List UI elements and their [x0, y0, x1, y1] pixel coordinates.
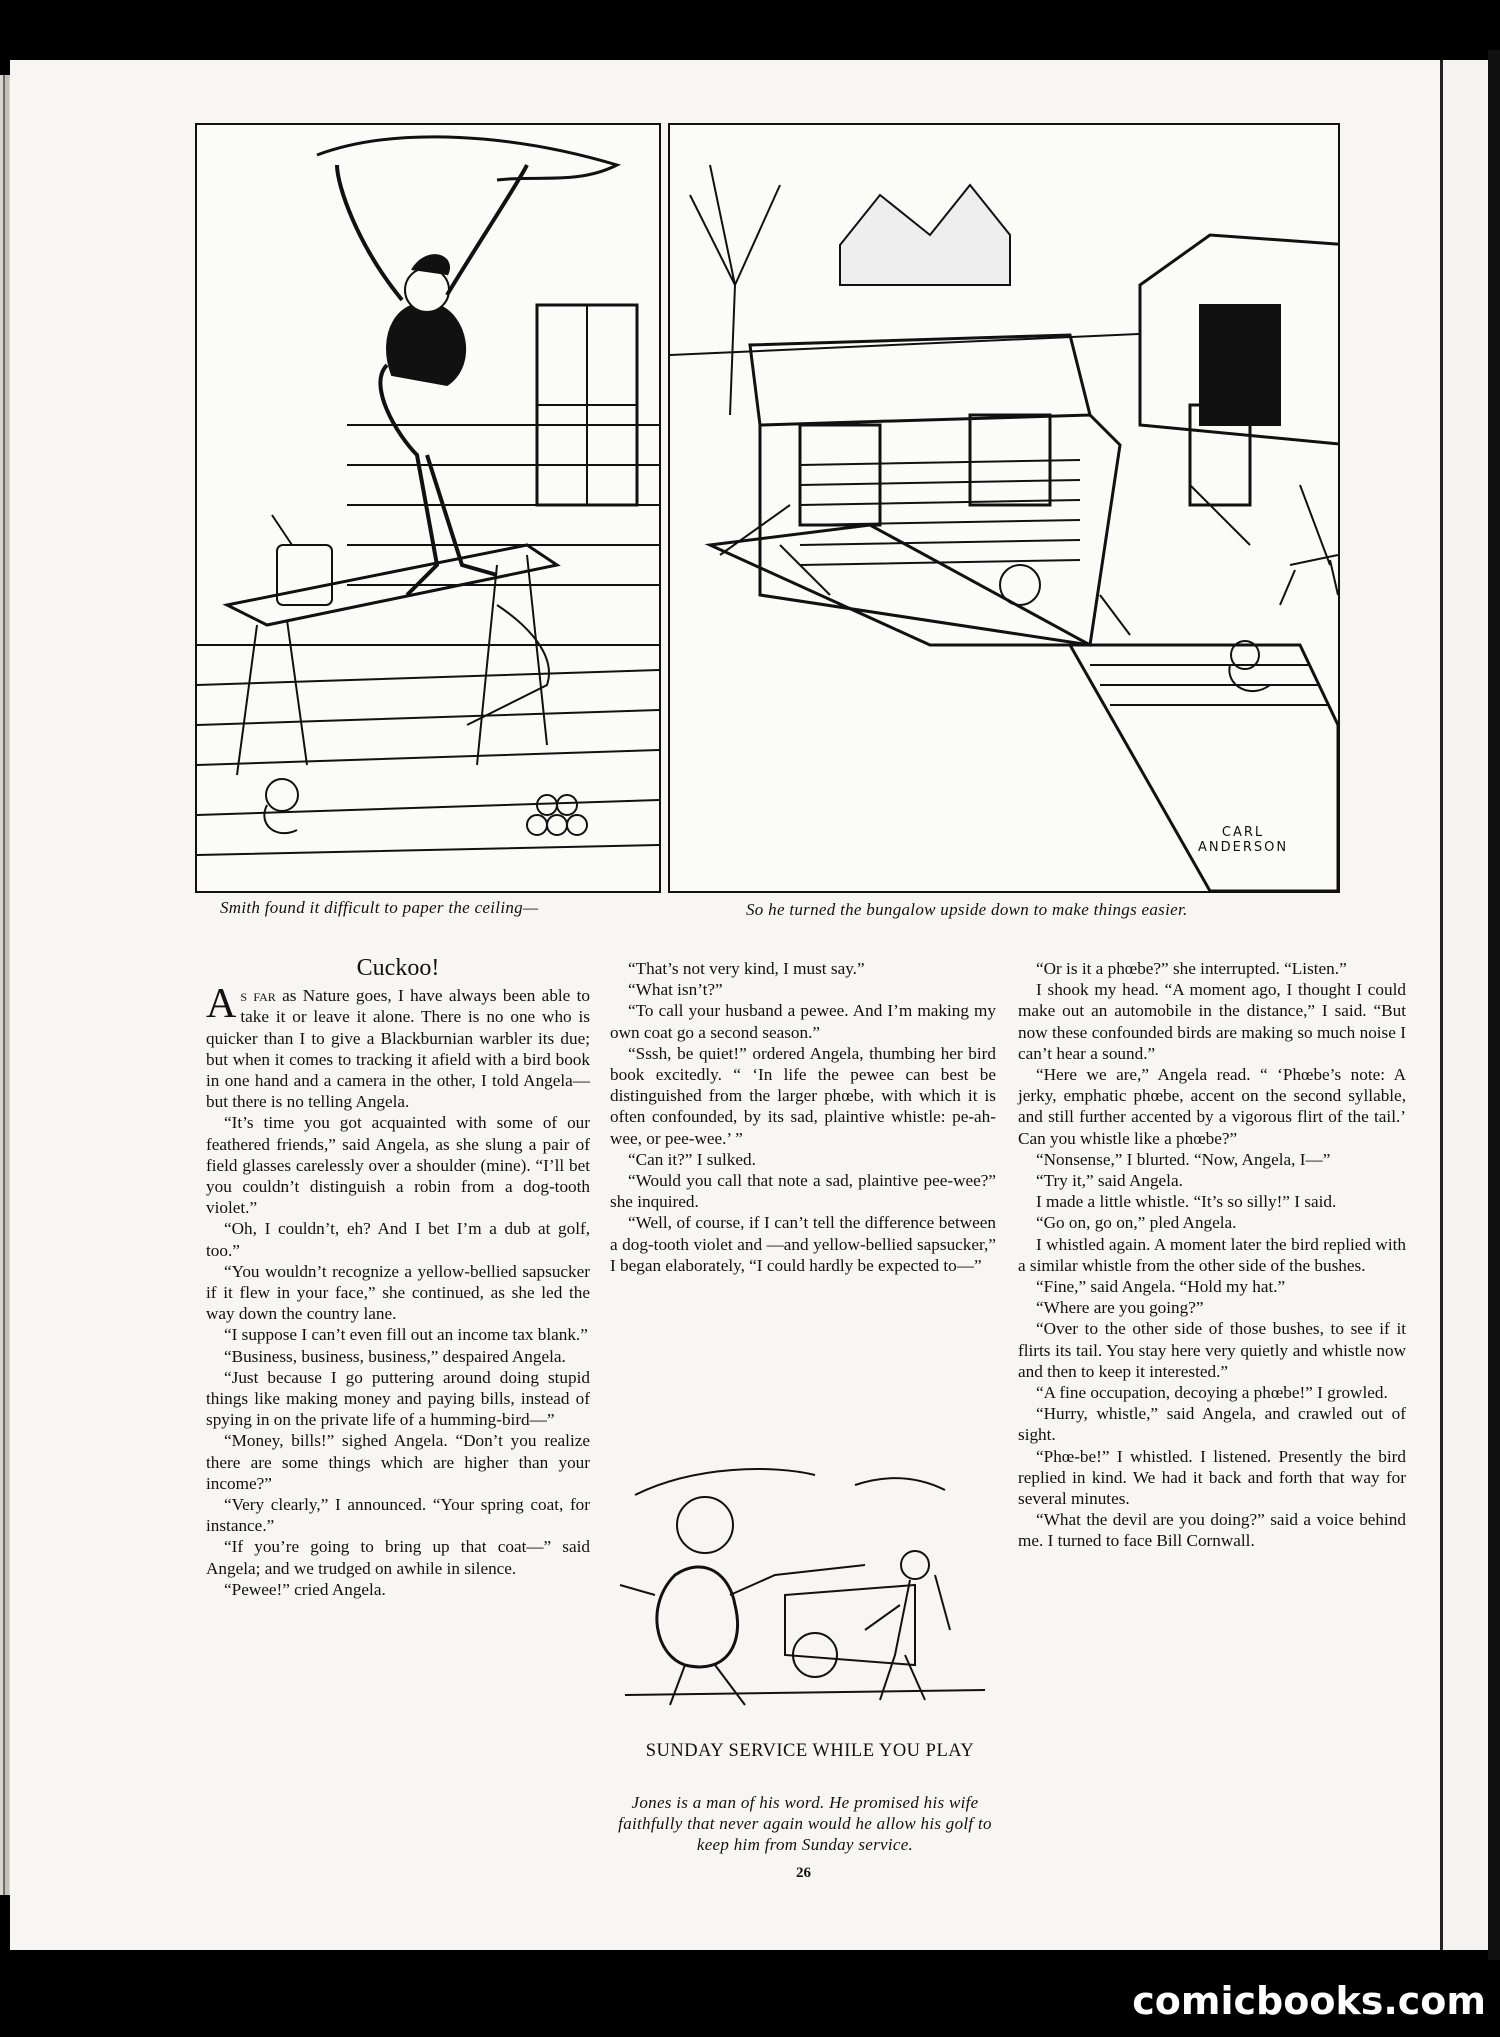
cartoon-caption: Jones is a man of his word. He promised his wife faithfully that never again would he allow his golf to keep him from Sunday service. — [618, 1793, 992, 1854]
caption-right: So he turned the bungalow upside down to make things easier. — [746, 900, 1188, 919]
illustration-panel-left — [195, 123, 661, 893]
story-column-3 — [1018, 958, 1406, 1552]
lead-smallcaps: s far — [240, 986, 276, 1006]
upside-down-bungalow-illustration — [670, 125, 1338, 891]
story-paragraph: “Over to the other side of those bushes, to see if it flirts its tail. You stay here very quietly and whistle now and then to keep it interested.” — [1018, 1319, 1406, 1381]
artist-signature-line2: ANDERSON — [1198, 840, 1289, 855]
man-papering-ceiling-illustration — [197, 125, 659, 891]
story-paragraph: “Where are you going?” — [1036, 1298, 1204, 1318]
story-paragraph: “Nonsense,” I blurted. “Now, Angela, I—” — [1036, 1149, 1331, 1169]
illustration-panel-right — [668, 123, 1340, 893]
story-paragraph: “Here we are,” Angela read. “ ‘Phœbe’s note: A jerky, emphatic phœbe, accent on the second syllable, and still further accented by a vigorous flirt of the tail.’ Can you whistle like a phœbe?” — [1018, 1065, 1406, 1148]
artist-signature-line1: CARL — [1221, 825, 1265, 840]
story-paragraph: “Oh, I couldn’t, eh? And I bet I’m a dub at golf, too.” — [206, 1219, 590, 1260]
story-paragraph: “Fine,” said Angela. “Hold my hat.” — [1036, 1277, 1286, 1297]
story-paragraph: “A fine occupation, decoying a phœbe!” I growled. — [1036, 1383, 1388, 1403]
cartoon-title: SUNDAY SERVICE WHILE YOU PLAY — [645, 1741, 975, 1761]
story-paragraph: I whistled again. A moment later the bird replied with a similar whistle from the other side of the bushes. — [1018, 1234, 1406, 1275]
story-paragraph: “Go on, go on,” pled Angela. — [1036, 1213, 1237, 1233]
story-paragraph: “Just because I go puttering around doing stupid things like making money and paying bills, instead of spying in on the private life of a humming-bird—” — [206, 1367, 590, 1430]
story-title: Cuckoo! — [356, 955, 440, 981]
caption-left: Smith found it difficult to paper the ceiling— — [220, 898, 539, 917]
story-paragraph: “Business, business, business,” despaired Angela. — [224, 1346, 566, 1366]
story-column-1 — [206, 955, 591, 1600]
story-paragraph — [206, 981, 591, 1112]
story-paragraph: I made a little whistle. “It’s so silly!” I said. — [1036, 1192, 1337, 1212]
site-watermark[interactable]: comicbooks.com — [1132, 1979, 1486, 2023]
story-paragraph: “Sssh, be quiet!” ordered Angela, thumbing her bird book excitedly. “ ‘In life the pewee can best be distinguished from the larger phœbe, with which it is often confounded, by its sad, plaintive whistle: pe-ah-wee, or pee-wee.’ ” — [610, 1043, 996, 1148]
story-paragraph: “Phœ-be!” I whistled. I listened. Presently the bird replied in kind. We had it back and forth that way for several minutes. — [1018, 1446, 1406, 1509]
story-paragraph: “That’s not very kind, I must say.” — [628, 959, 865, 978]
story-paragraph: “I suppose I can’t even fill out an income tax blank.” — [224, 1325, 588, 1345]
story-paragraph: “What the devil are you doing?” said a voice behind me. I turned to face Bill Cornwall. — [1018, 1510, 1406, 1551]
paragraph-text: as Nature goes, I have always been able to take it or leave it alone. There is no one who is quicker than I to give a Blackburnian warbler its due; but when it comes to tracking it afield with a bird book in one hand and a camera in the other, I told Angela—but there is no telling Angela. — [206, 986, 591, 1112]
story-paragraph: I shook my head. “A moment ago, I thought I could make out an automobile in the distance,” I said. “But now these confounded birds are making so much noise I can’t hear a sound.” — [1018, 980, 1406, 1063]
story-paragraph: “What isn’t?” — [628, 980, 723, 1000]
story-paragraph: “If you’re going to bring up that coat—” said Angela; and we trudged on awhile in silence. — [206, 1537, 590, 1578]
page-border — [1488, 50, 1500, 1960]
golf-cartoon — [615, 1455, 995, 1725]
story-paragraph: “Well, of course, if I can’t tell the difference between a dog-tooth violet and —and yellow-bellied sapsucker,” I began elaborately, “I could hardly be expected to—” — [610, 1213, 996, 1275]
story-paragraph: “Money, bills!” sighed Angela. “Don’t you realize there are some things which are higher than your income?” — [206, 1431, 590, 1493]
story-paragraph: “It’s time you got acquainted with some of our feathered friends,” said Angela, as she slung a pair of field glasses carelessly over a shoulder (mine). “I’ll bet you couldn’t distinguish a robin from a dog-tooth violet.” — [206, 1113, 590, 1218]
story-paragraph: “Can it?” I sulked. — [628, 1149, 756, 1169]
story-paragraph: “Very clearly,” I announced. “Your spring coat, for instance.” — [206, 1495, 590, 1536]
page-number: 26 — [796, 1865, 811, 1881]
story-paragraph: “Try it,” said Angela. — [1036, 1171, 1183, 1191]
golf-cartoon-illustration — [615, 1455, 995, 1725]
story-paragraph: “Hurry, whistle,” said Angela, and crawled out of sight. — [1018, 1404, 1406, 1445]
story-paragraph: “Would you call that note a sad, plaintive pee-wee?” she inquired. — [610, 1171, 996, 1212]
story-paragraph: “Or is it a phœbe?” she interrupted. “Listen.” — [1036, 959, 1347, 978]
artist-signature — [1198, 825, 1288, 855]
story-paragraph: “You wouldn’t recognize a yellow-bellied sapsucker if it flew in your face,” she continued, as she led the way down the country lane. — [206, 1261, 590, 1324]
story-paragraph: “To call your husband a pewee. And I’m making my own coat go a second season.” — [610, 1001, 996, 1042]
story-paragraph: “Pewee!” cried Angela. — [224, 1579, 386, 1599]
drop-cap: A — [206, 981, 237, 1028]
story-column-2 — [610, 958, 996, 1276]
